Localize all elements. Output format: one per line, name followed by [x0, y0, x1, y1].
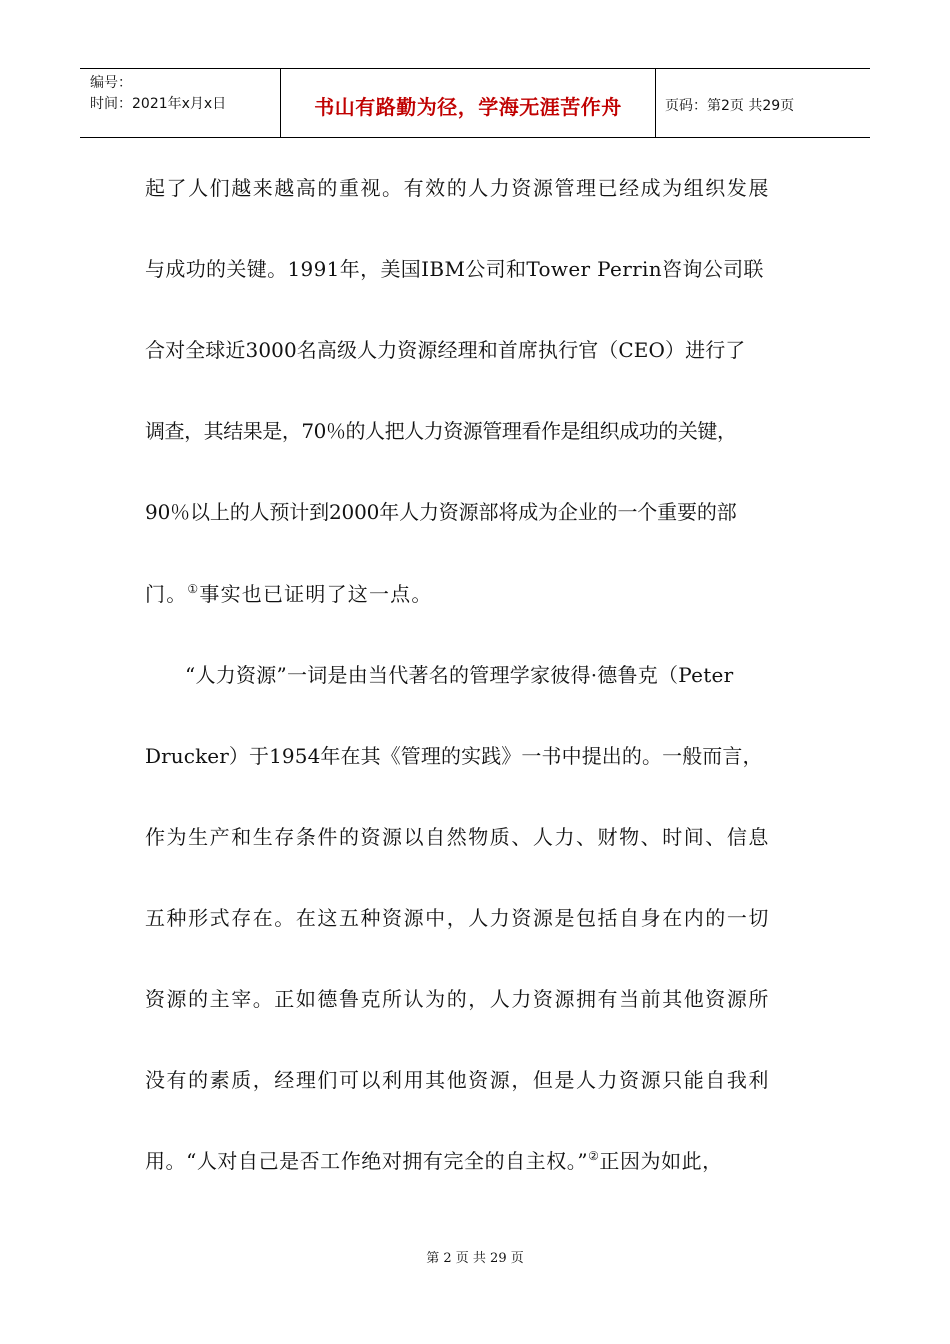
body-line: 五种形式存在。在这五种资源中，人力资源是包括自身在内的一切 [145, 906, 770, 930]
body-line: 资源的主宰。正如德鲁克所认为的，人力资源拥有当前其他资源所 [145, 987, 770, 1011]
header-center-cell [280, 69, 656, 137]
footnote-marker-2: ② [588, 1149, 600, 1163]
page-footer: 第 2 页 共 29 页 [426, 1251, 524, 1266]
header-motto: 书山有路勤为径，学海无涯苦作舟 [314, 95, 622, 119]
footnote-marker-1: ① [187, 582, 200, 596]
body-line: 起了人们越来越高的重视。有效的人力资源管理已经成为组织发展 [145, 176, 770, 200]
body-line [145, 1145, 723, 1174]
body-text-run: 正因为如此， [599, 1149, 723, 1173]
page-header [80, 68, 870, 138]
body-text-run: 用。“人对自己是否工作绝对拥有完全的自主权。” [145, 1149, 589, 1173]
header-right-cell [655, 69, 870, 137]
body-line: 90％以上的人预计到2000年人力资源部将成为企业的一个重要的部 [145, 500, 737, 524]
body-line: 与成功的关键。1991年，美国IBM公司和Tower Perrin咨询公司联 [145, 257, 764, 281]
body-line [145, 578, 433, 607]
body-line: 没有的素质，经理们可以利用其他资源，但是人力资源只能自我利 [145, 1068, 770, 1092]
body-line: 合对全球近3000名高级人力资源经理和首席执行官（CEO）进行了 [145, 338, 746, 362]
body-line: 作为生产和生存条件的资源以自然物质、人力、财物、时间、信息 [145, 825, 770, 849]
body-line: Drucker）于1954年在其《管理的实践》一书中提出的。一般而言， [145, 744, 763, 768]
body-line-indented: “人力资源”一词是由当代著名的管理学家彼得·德鲁克（Peter [185, 663, 734, 687]
header-page-info: 页码：第2页 共29页 [665, 98, 795, 114]
document-date-label: 时间：2021年x月x日 [90, 96, 227, 112]
header-left-cell [80, 69, 280, 137]
document-number-label: 编号： [90, 75, 132, 91]
body-line: 调查，其结果是，70％的人把人力资源管理看作是组织成功的关键， [145, 419, 737, 443]
body-text-run: 门。 [145, 582, 188, 606]
body-text-run: 事实也已证明了这一点。 [199, 582, 433, 606]
